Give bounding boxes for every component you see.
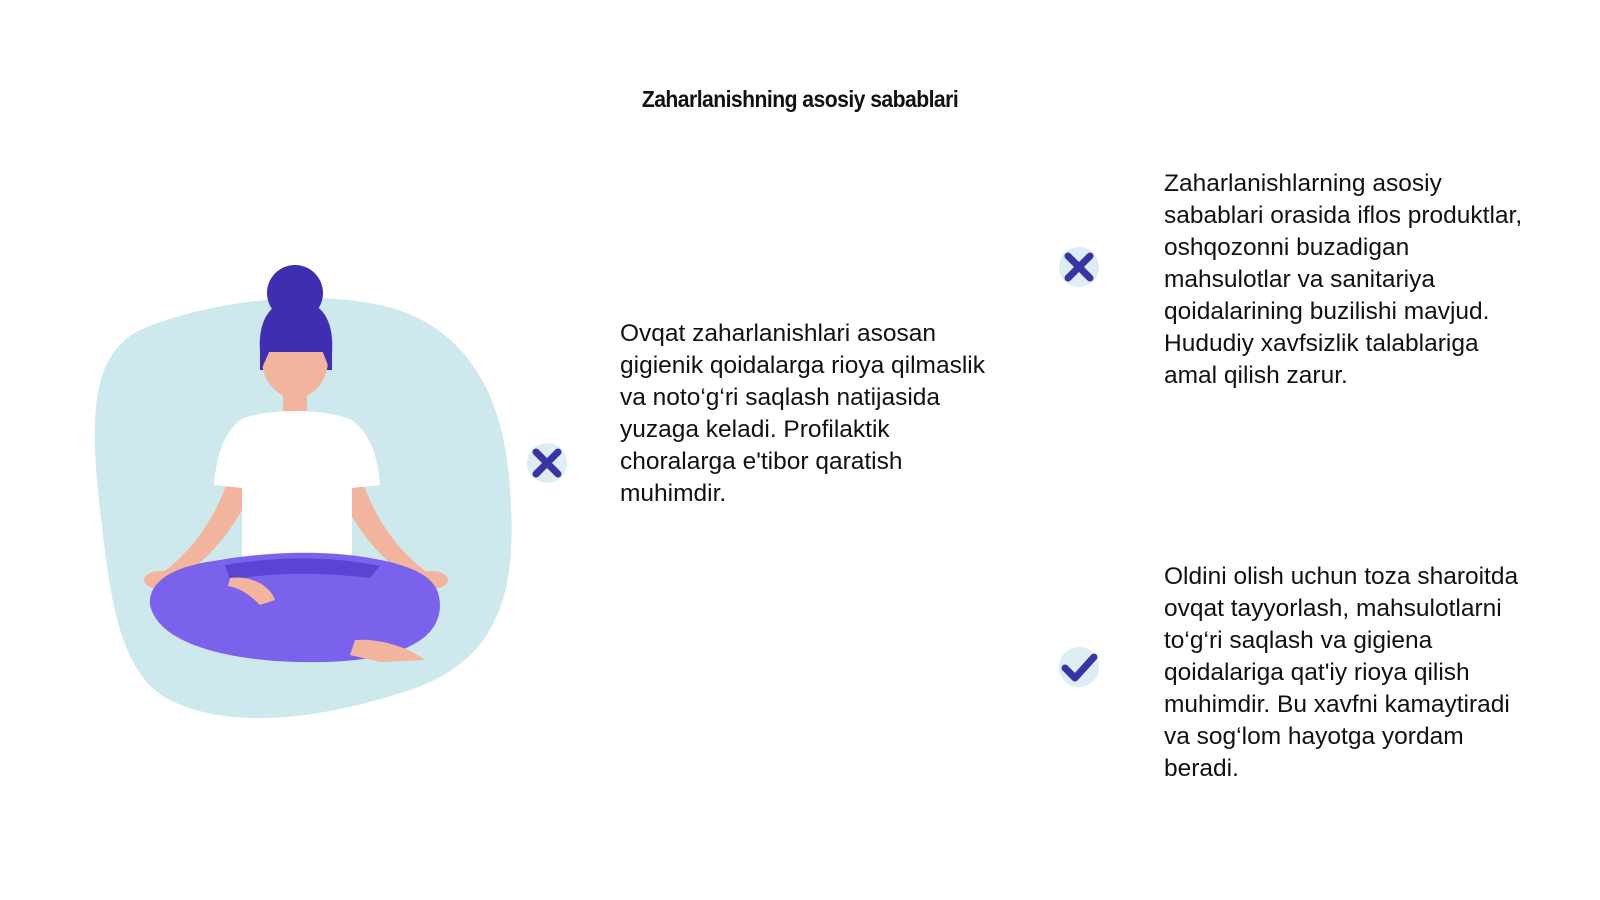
item-3-text: Oldini olish uchun toza sharoitda ovqat tayyorlash, mahsulotlarni to‘g‘ri saqlash va gigiena qoidalariga qat'iy rioya qilish muhimdir. Bu xavfni kamaytiradi va sog‘lom hayotga yordam beradi.	[1164, 563, 1519, 782]
meditation-illustration	[80, 260, 520, 740]
check-icon	[1057, 645, 1101, 689]
item-2-text: Zaharlanishlarning asosiy sabablari orasida iflos produktlar, oshqozonni buzadigan mahsulotlar va sanitariya qoidalarining buzilishi mavjud. Hududiy xavfsizlik talablariga amal qilish zarur.	[1164, 170, 1523, 389]
close-icon	[1057, 245, 1101, 289]
close-icon	[525, 441, 569, 485]
item-1-text: Ovqat zaharlanishlari asosan gigienik qoidalarga rioya qilmaslik va noto‘g‘ri saqlash natijasida yuzaga keladi. Profilaktik choralarga e'tibor qaratish muhimdir.	[620, 320, 985, 507]
page-title: Zaharlanishning asosiy sabablari	[641, 86, 959, 112]
